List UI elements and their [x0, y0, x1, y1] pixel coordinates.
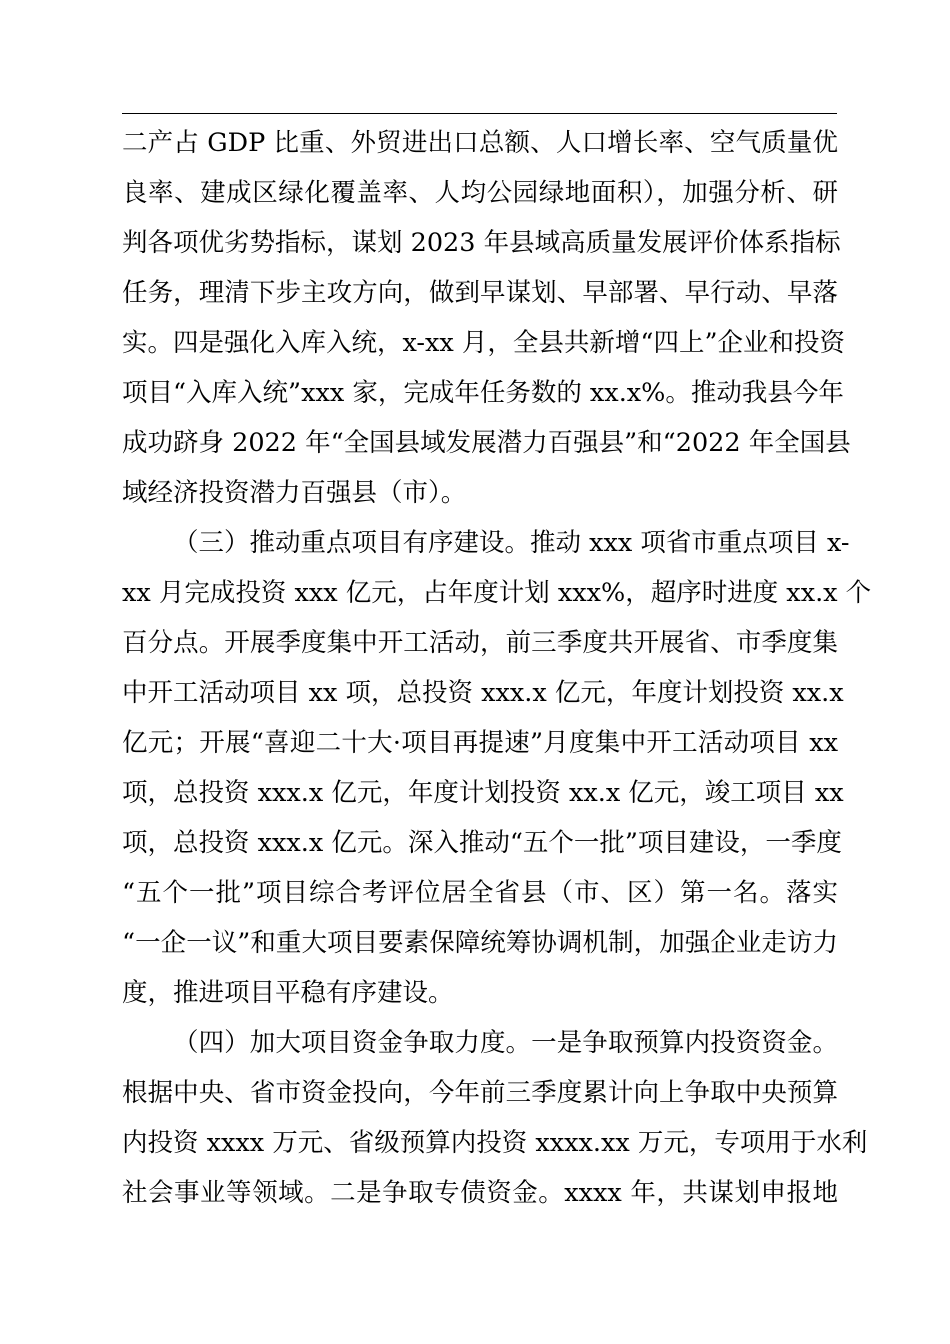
- text-line: 百分点。开展季度集中开工活动，前三季度共开展省、市季度集: [122, 628, 838, 658]
- text-line: 中开工活动项目 xx 项，总投资 xxx.x 亿元，年度计划投资 xx.x: [122, 678, 844, 708]
- text-line: 内投资 xxxx 万元、省级预算内投资 xxxx.xx 万元，专项用于水利: [122, 1128, 868, 1158]
- text-line: 二产占 GDP 比重、外贸进出口总额、人口增长率、空气质量优: [122, 128, 838, 158]
- text-line: xx 月完成投资 xxx 亿元，占年度计划 xxx%，超序时进度 xx.x 个: [122, 578, 872, 608]
- text-line: 任务，理清下步主攻方向，做到早谋划、早部署、早行动、早落: [122, 278, 838, 308]
- text-line: 项，总投资 xxx.x 亿元。深入推动“五个一批”项目建设，一季度: [122, 828, 842, 858]
- text-line: 根据中央、省市资金投向，今年前三季度累计向上争取中央预算: [122, 1078, 838, 1108]
- paragraph-end-line: 域经济投资潜力百强县（市）。: [122, 478, 467, 508]
- text-line: 成功跻身 2022 年“全国县域发展潜力百强县”和“2022 年全国县: [122, 428, 851, 458]
- text-line: “五个一批”项目综合考评位居全省县（市、区）第一名。落实: [122, 878, 838, 908]
- section-heading-line: （四）加大项目资金争取力度。一是争取预算内投资资金。: [173, 1028, 838, 1058]
- section-heading-line: （三）推动重点项目有序建设。推动 xxx 项省市重点项目 x-: [173, 528, 850, 558]
- document-body: [122, 118, 872, 1218]
- text-line: 判各项优劣势指标，谋划 2023 年县域高质量发展评价体系指标: [122, 228, 841, 258]
- header-rule: [122, 113, 837, 114]
- text-line: 良率、建成区绿化覆盖率、人均公园绿地面积），加强分析、研: [122, 178, 838, 208]
- text-line: 社会事业等领域。二是争取专债资金。xxxx 年，共谋划申报地: [122, 1178, 838, 1208]
- text-line: “一企一议”和重大项目要素保障统筹协调机制，加强企业走访力: [122, 928, 838, 958]
- text-line: 项，总投资 xxx.x 亿元，年度计划投资 xx.x 亿元，竣工项目 xx: [122, 778, 844, 808]
- text-line: 项目“入库入统”xxx 家，完成年任务数的 xx.x%。推动我县今年: [122, 378, 844, 408]
- text-line: 实。四是强化入库入统，x-xx 月，全县共新增“四上”企业和投资: [122, 328, 845, 358]
- paragraph-end-line: 度，推进项目平稳有序建设。: [122, 978, 454, 1008]
- text-line: 亿元；开展“喜迎二十大·项目再提速”月度集中开工活动项目 xx: [122, 728, 838, 758]
